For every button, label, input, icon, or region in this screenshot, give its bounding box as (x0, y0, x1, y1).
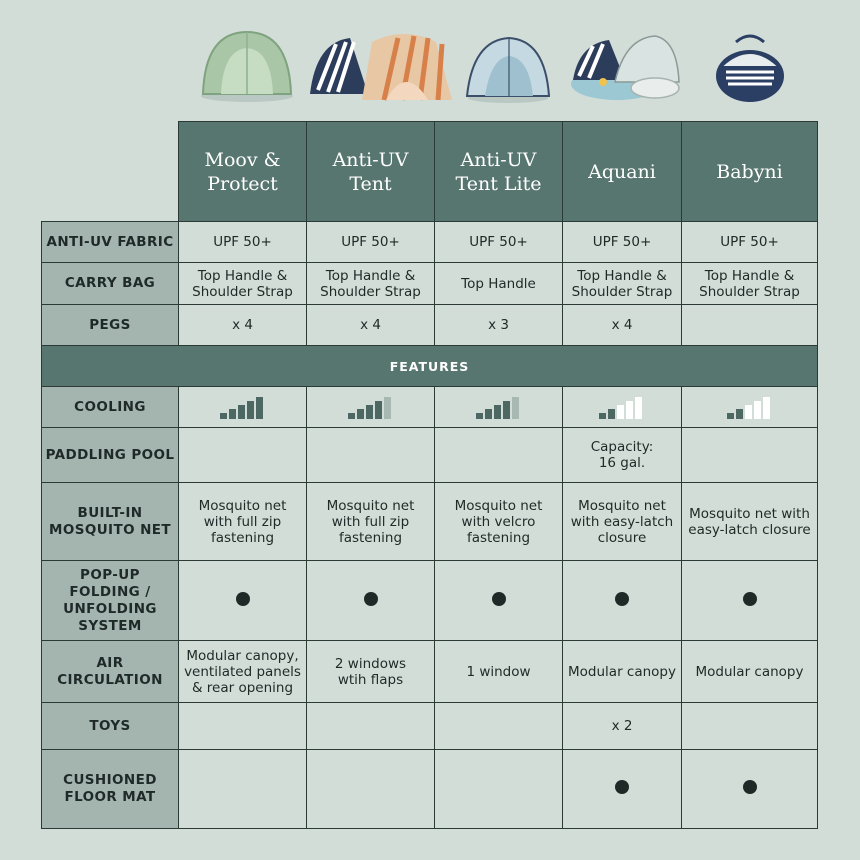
cell-value: x 2 (563, 703, 682, 750)
cell-value (682, 263, 818, 305)
cooling-level-bar (357, 409, 364, 419)
row-pop-up-system (42, 561, 818, 641)
cooling-level-bar (476, 413, 483, 419)
cell-value (435, 263, 563, 305)
row-label: PEGS (42, 305, 179, 346)
cell-line: with velcro (461, 513, 536, 530)
row-label-line: CUSHIONED (63, 772, 157, 788)
cell-line: Mosquito net (326, 497, 415, 514)
cooling-level-bar (247, 401, 254, 419)
cell-value (563, 561, 682, 641)
cell-value: UPF 50+ (563, 222, 682, 263)
product-image-anti-uv-tent-lite (463, 20, 553, 106)
row-label-line: CIRCULATION (57, 671, 163, 688)
cell-line: easy-latch closure (688, 521, 811, 538)
cell-value (179, 263, 307, 305)
cell-line: Shoulder Strap (571, 283, 673, 300)
cell-line: fastening (338, 529, 403, 546)
cell-value (682, 561, 818, 641)
cooling-cell (682, 387, 818, 428)
check-dot-icon (615, 592, 629, 606)
cooling-cell (307, 387, 435, 428)
cell-line: Top Handle (461, 275, 536, 292)
cell-value (435, 483, 563, 561)
cell-value (307, 703, 435, 750)
row-label-line: UNFOLDING (63, 600, 157, 617)
cooling-cell (435, 387, 563, 428)
cell-line: with full zip (203, 513, 282, 530)
cell-value (179, 561, 307, 641)
cell-value (307, 750, 435, 829)
row-paddling-pool (42, 428, 818, 483)
product-header-aquani (563, 122, 682, 222)
product-name-line: Protect (207, 172, 278, 195)
cell-value (179, 641, 307, 703)
product-name-line: Anti-UV (332, 148, 409, 171)
product-image-anti-uv-tent (306, 20, 456, 106)
cooling-level-bar (617, 405, 624, 419)
cooling-level-bar (348, 413, 355, 419)
cell-line: Top Handle & (197, 267, 288, 284)
cooling-level-bar (608, 409, 615, 419)
row-label: COOLING (42, 387, 179, 428)
cooling-bars-icon (348, 395, 394, 419)
cell-value: UPF 50+ (179, 222, 307, 263)
cooling-level-bar (220, 413, 227, 419)
cell-line: Mosquito net with (689, 505, 810, 522)
cell-value (179, 703, 307, 750)
cooling-level-bar (256, 397, 263, 419)
cell-value (563, 263, 682, 305)
cell-line: closure (597, 529, 647, 546)
cell-line: 2 windows (334, 655, 407, 672)
check-dot-icon (492, 592, 506, 606)
row-label-line: FOLDING / (69, 583, 151, 600)
cell-line: fastening (466, 529, 531, 546)
product-header-babyni (682, 122, 818, 222)
product-name-line: Aquani (588, 160, 656, 183)
cell-value (682, 750, 818, 829)
row-pegs (42, 305, 818, 346)
row-label-line: POP-UP (80, 566, 140, 583)
check-dot-icon (615, 780, 629, 794)
cooling-level-bar (503, 401, 510, 419)
product-name-line: Tent Lite (455, 172, 542, 195)
cooling-level-bar (366, 405, 373, 419)
product-name-line: Moov & (204, 148, 281, 171)
cooling-level-bar (384, 397, 391, 419)
row-label (42, 483, 179, 561)
cell-value: UPF 50+ (307, 222, 435, 263)
cell-value (682, 703, 818, 750)
cell-value (682, 428, 818, 483)
cooling-level-bar (494, 405, 501, 419)
cooling-level-bar (745, 405, 752, 419)
row-air-circulation (42, 641, 818, 703)
product-image-babyni (712, 20, 788, 106)
product-name-line: Babyni (716, 160, 783, 183)
cell-line: wtih flaps (337, 671, 404, 688)
cell-value (307, 428, 435, 483)
cell-line: with full zip (331, 513, 410, 530)
row-label: TOYS (42, 703, 179, 750)
row-toys (42, 703, 818, 750)
cell-line: Mosquito net (198, 497, 287, 514)
cell-line: Mosquito net (578, 497, 666, 514)
cell-value (563, 750, 682, 829)
product-name-line: Anti-UV (460, 148, 537, 171)
cell-value: x 3 (435, 305, 563, 346)
cooling-bars-icon (220, 395, 266, 419)
cell-line: Mosquito net (454, 497, 543, 514)
cell-value (435, 428, 563, 483)
cooling-level-bar (763, 397, 770, 419)
cell-value (179, 750, 307, 829)
cell-line: Capacity: (590, 439, 654, 455)
cell-line: Top Handle & (704, 267, 795, 284)
row-label: ANTI-UV FABRIC (42, 222, 179, 263)
cell-value (179, 483, 307, 561)
features-section-row (42, 346, 818, 387)
cell-value: x 4 (563, 305, 682, 346)
cell-line: Top Handle & (577, 267, 667, 284)
product-header-anti-uv-tent-lite (435, 122, 563, 222)
product-header-moov-protect (179, 122, 307, 222)
cell-line: Modular canopy, (186, 647, 299, 664)
cell-line: Top Handle & (325, 267, 416, 284)
row-cooling (42, 387, 818, 428)
row-cushioned-floor-mat (42, 750, 818, 829)
cooling-cell (179, 387, 307, 428)
comparison-table (41, 121, 818, 829)
cell-value (435, 750, 563, 829)
cell-value (563, 428, 682, 483)
cooling-level-bar (727, 413, 734, 419)
row-label-line: BUILT-IN (77, 504, 143, 521)
product-header-anti-uv-tent (307, 122, 435, 222)
cell-line: Shoulder Strap (192, 283, 293, 300)
cell-value: x 4 (179, 305, 307, 346)
cell-value: Modular canopy (682, 641, 818, 703)
cell-value: 1 window (435, 641, 563, 703)
row-carry-bag (42, 263, 818, 305)
row-anti-uv-fabric (42, 222, 818, 263)
row-label-line: FLOOR MAT (64, 789, 156, 805)
header-blank (42, 122, 179, 222)
cooling-level-bar (736, 409, 743, 419)
product-image-aquani (569, 20, 681, 106)
cooling-bars-icon (599, 395, 645, 419)
cell-line: & rear opening (191, 679, 294, 696)
cell-line: Shoulder Strap (699, 283, 800, 300)
check-dot-icon (364, 592, 378, 606)
product-name-line: Tent (349, 172, 392, 195)
cell-value: UPF 50+ (435, 222, 563, 263)
row-label (42, 641, 179, 703)
cooling-bars-icon (727, 395, 773, 419)
row-label-line: MOSQUITO NET (48, 521, 171, 538)
cooling-level-bar (375, 401, 382, 419)
cooling-level-bar (238, 405, 245, 419)
cell-line: Shoulder Strap (320, 283, 421, 300)
cooling-bars-icon (476, 395, 522, 419)
cell-value: x 4 (307, 305, 435, 346)
check-dot-icon (743, 592, 757, 606)
features-heading: FEATURES (42, 346, 818, 387)
cell-value (435, 703, 563, 750)
row-label: CARRY BAG (42, 263, 179, 305)
cooling-level-bar (229, 409, 236, 419)
check-dot-icon (236, 592, 250, 606)
cooling-level-bar (599, 413, 606, 419)
cell-value (563, 483, 682, 561)
row-label-line: AIR (96, 654, 124, 671)
cell-value (682, 305, 818, 346)
cell-line: fastening (210, 529, 275, 546)
row-label-line: SYSTEM (78, 617, 142, 634)
row-label (42, 561, 179, 641)
cell-value (682, 483, 818, 561)
cell-value (435, 561, 563, 641)
cooling-level-bar (635, 397, 642, 419)
cell-value (307, 561, 435, 641)
cooling-level-bar (754, 401, 761, 419)
cell-value: UPF 50+ (682, 222, 818, 263)
cell-value: Modular canopy (563, 641, 682, 703)
cell-value (307, 641, 435, 703)
cooling-level-bar (485, 409, 492, 419)
cooling-cell (563, 387, 682, 428)
cell-line: with easy-latch (570, 513, 674, 530)
header-row (42, 122, 818, 222)
cooling-level-bar (512, 397, 519, 419)
row-label: PADDLING POOL (42, 428, 179, 483)
cell-line: ventilated panels (184, 663, 301, 680)
check-dot-icon (743, 780, 757, 794)
cooling-level-bar (626, 401, 633, 419)
cell-line: 16 gal. (598, 455, 646, 471)
row-label (42, 750, 179, 829)
row-mosquito-net (42, 483, 818, 561)
product-image-moov-protect (197, 20, 297, 106)
cell-value (307, 483, 435, 561)
cell-value (307, 263, 435, 305)
cell-value (179, 428, 307, 483)
